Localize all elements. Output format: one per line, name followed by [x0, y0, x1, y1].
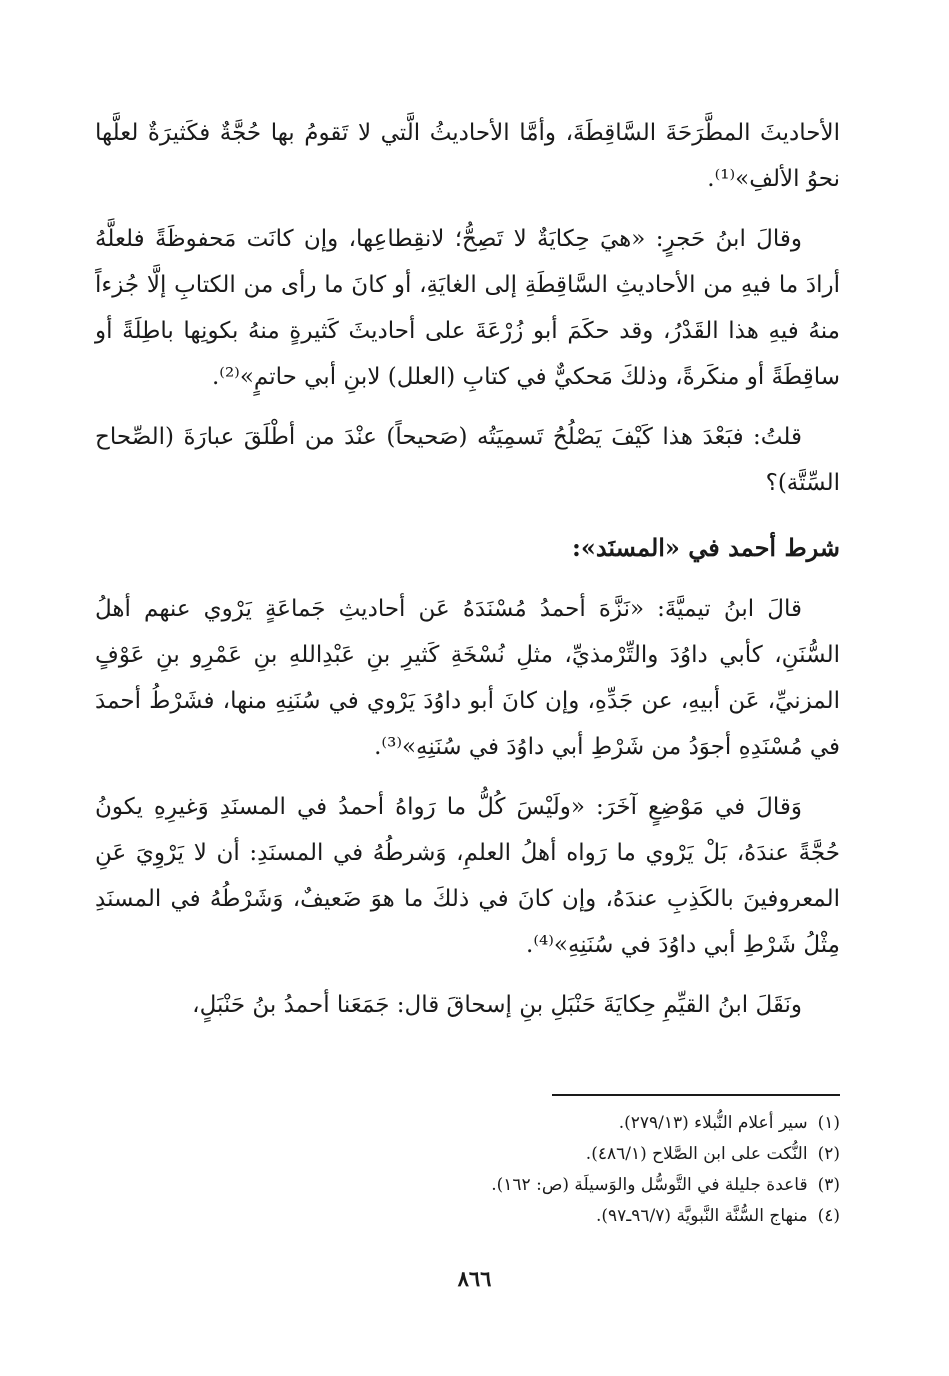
section-heading: شرط أحمد في «المسنَد»:	[571, 533, 840, 562]
paragraph-3: قلتُ: فبَعْدَ هذا كَيْفَ يَصْلُحُ تَسمِيَتُه (صَحيحاً) عنْدَ من أطْلَقَ عبارَةَ (الصِّحاح السِّتَّة)؟	[95, 424, 840, 496]
paragraph-2: وقالَ ابنُ حَجرٍ: «هيَ حِكايَةٌ لا تَصِحُّ؛ لانقِطاعِها، وإن كانَت مَحفوظَةً فلعلَّهُ أرادَ ما فيهِ من الأحاديثِ السَّاقِطَةِ إلى الغايَةِ، أو كانَ ما رأى من الكتابِ إلَّا جُزءاً منهُ فيهِ هذا القَدْرُ، وقد حكَمَ أبو زُرْعَةَ على أحاديثَ كَثيرةٍ منهُ بكونِها باطِلَةً أو ساقِطَةً أو منكَرةً، وذلكَ مَحكيٌّ في كتابِ (العلل) لابنِ أبي حاتمٍ»⁽²⁾.	[95, 226, 840, 390]
footnote-number: (٤)	[817, 1206, 840, 1226]
paragraph-4: قالَ ابنُ تيميَّةَ: «نَزَّهَ أحمدُ مُسْنَدَهُ عَن أحاديثِ جَماعَةٍ يَرْوي عنهم أهلُ السُّنَنِ، كأبي داوُدَ والتِّرْمذيِّ، مثلِ نُسْخَةِ كَثيرِ بنِ عَبْدِاللهِ بنِ عَمْرِو بنِ عَوْفٍ المزنيِّ، عَن أبيهِ، عن جَدِّهِ، وإن كانَ أبو داوُدَ يَرْوي في سُنَنِهِ منها، فشَرْطُ أحمدَ في مُسْنَدِهِ أجوَدُ من شَرْطِ أبي داوُدَ في سُنَنِهِ»⁽³⁾.	[95, 596, 840, 760]
footnote-text: النُّكت على ابن الصَّلاح (٤٨٦/١).	[585, 1144, 808, 1164]
page-number: ٨٦٦	[457, 1266, 492, 1291]
paragraph-6: ونَقَلَ ابنُ القيِّمِ حِكايَةَ حَنْبَلِ بنِ إسحاقَ قال: جَمَعَنا أحمدُ بنُ حَنْبَلٍ،	[192, 992, 802, 1018]
footnote-number: (١)	[817, 1113, 840, 1133]
paragraph-1: الأحاديثَ المطَّرَحَةَ السَّاقِطَةَ، وأمَّا الأحاديثُ الَّتي لا تَقومُ بها حُجَّةٌ فكَثيرَةٌ لعلَّها نحوُ الألفِ»⁽¹⁾.	[95, 120, 840, 192]
footnote-text: سير أعلام النُّبلاء (٢٧٩/١٣).	[618, 1113, 808, 1133]
footnote-item	[95, 1201, 840, 1232]
footnote-item	[95, 1170, 840, 1201]
footnote-item	[95, 1108, 840, 1139]
footnote-text: قاعدة جليلة في التَّوسُّل والوَسيلَة (ص: ١٦٢).	[491, 1175, 808, 1195]
page-body	[95, 110, 840, 1042]
footnotes-list	[95, 1108, 840, 1232]
footnote-number: (٣)	[817, 1175, 840, 1195]
footnote-number: (٢)	[817, 1144, 840, 1164]
footnote-item	[95, 1139, 840, 1170]
footnote-text: منهاج السُّنَّة النَّبويَّة (٩٦/٧ـ٩٧).	[595, 1206, 808, 1226]
footnote-divider	[552, 1094, 840, 1096]
paragraph-5: وَقالَ في مَوْضِعٍ آخَرَ: «ولَيْسَ كُلُّ ما رَواهُ أحمدُ في المسنَدِ وَغيرِهِ يكونُ حُجَّةً عندَهُ، بَلْ يَرْوي ما رَواه أهلُ العلمِ، وَشرطُهُ في المسنَدِ: أن لا يَرْوِيَ عَنِ المعروفينَ بالكَذِبِ عندَهُ، وإن كانَ في ذلكَ ما هوَ ضَعيفٌ، وَشَرْطُهُ في المسنَدِ مِثْلُ شَرْطِ أبي داوُدَ في سُنَنِهِ»⁽⁴⁾.	[95, 794, 840, 958]
